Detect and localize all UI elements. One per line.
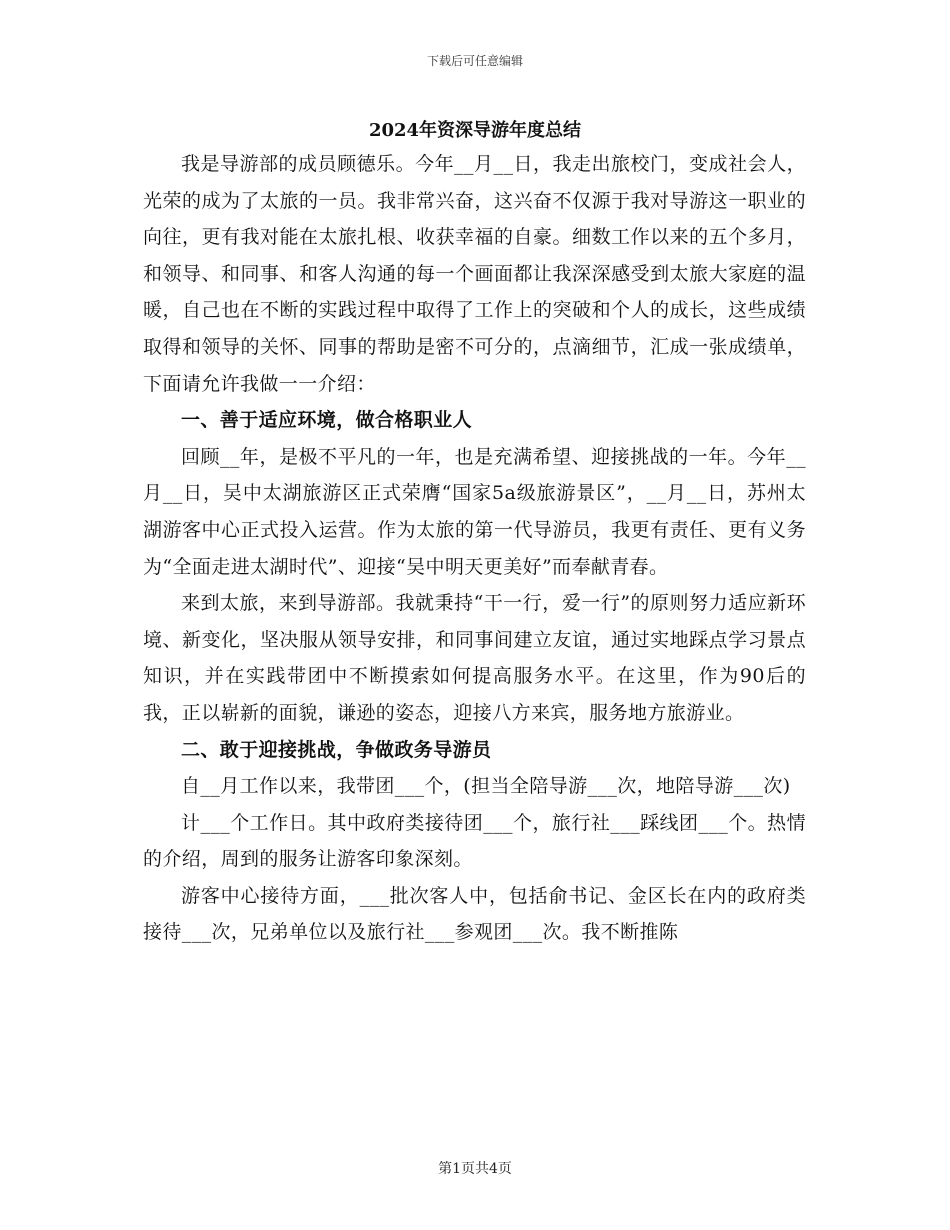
document-body (143, 146, 806, 951)
section-2-paragraph-2: 计___个工作日。其中政府类接待团___个，旅行社___踩线团___个。热情的介绍，周到的服务让游客印象深刻。 (143, 811, 806, 871)
section-heading-1: 一、善于适应环境，做合格职业人 (181, 409, 473, 432)
page-header-note: 下载后可任意编辑 (426, 54, 523, 68)
section-2-paragraph-1: 自__月工作以来，我带团___个，(担当全陪导游___次，地陪导游___次) (181, 775, 791, 798)
section-2-paragraph-3: 游客中心接待方面，___批次客人中，包括俞书记、金区长在内的政府类接待___次，兄弟单位以及旅行社___参观团___次。我不断推陈 (143, 884, 806, 944)
section-1-paragraph-1: 回顾__年，是极不平凡的一年，也是充满希望、迎接挑战的一年。今年__月__日，吴中太湖旅游区正式荣膺“国家5a级旅游景区”，__月__日，苏州太湖游客中心正式投入运营。作为太旅的第一代导游员，我更有责任、更有义务为“全面走进太湖时代”、迎接“吴中明天更美好”而奉献青春。 (143, 445, 806, 578)
page-footer-number: 第1页共4页 (438, 1161, 512, 1177)
intro-paragraph: 我是导游部的成员顾德乐。今年__月__日，我走出旅校门，变成社会人，光荣的成为了太旅的一员。我非常兴奋，这兴奋不仅源于我对导游这一职业的向往，更有我对能在太旅扎根、收获幸福的自豪。细数工作以来的五个多月，和领导、和同事、和客人沟通的每一个画面都让我深深感受到太旅大家庭的温暖，自己也在不断的实践过程中取得了工作上的突破和个人的成长，这些成绩取得和领导的关怀、同事的帮助是密不可分的，点滴细节，汇成一张成绩单，下面请允许我做一一介绍： (143, 153, 806, 395)
section-heading-2: 二、敢于迎接挑战，争做政务导游员 (181, 738, 492, 761)
document-title: 2024年资深导游年度总结 (368, 120, 582, 141)
section-1-paragraph-2: 来到太旅，来到导游部。我就秉持“干一行，爱一行”的原则努力适应新环境、新变化，坚决服从领导安排，和同事间建立友谊，通过实地踩点学习景点知识，并在实践带团中不断摸索如何提高服务水平。在这里，作为90后的我，正以崭新的面貌，谦逊的姿态，迎接八方来宾，服务地方旅游业。 (143, 592, 806, 724)
